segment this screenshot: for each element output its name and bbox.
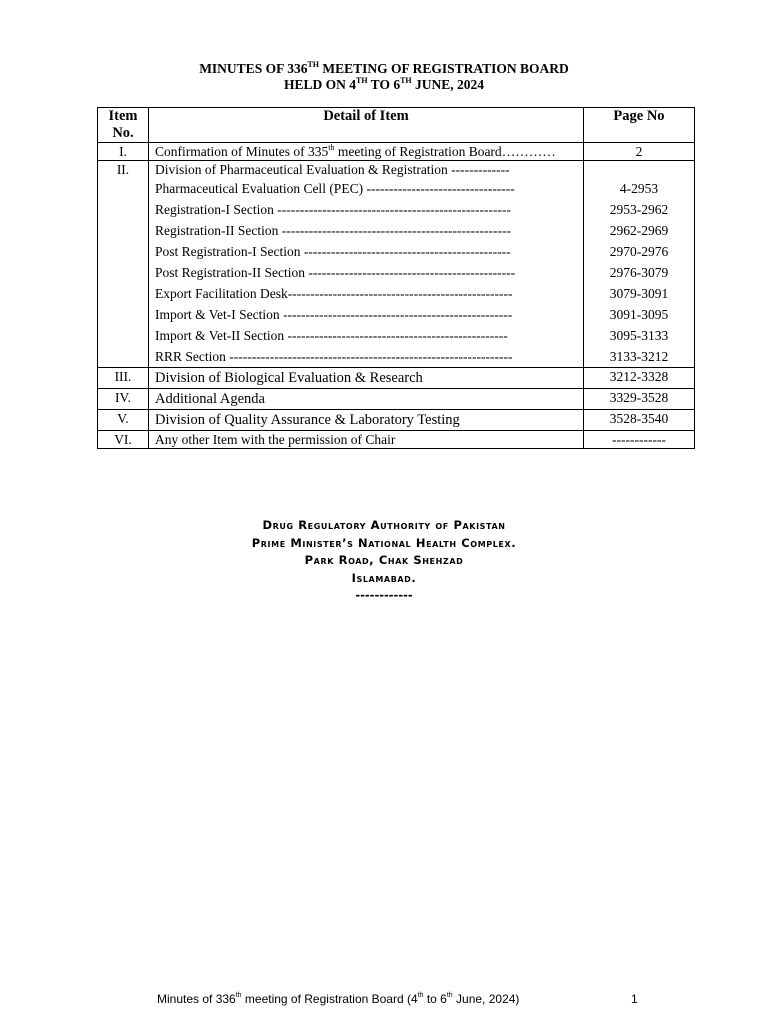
item-page: 3212-3328 bbox=[584, 368, 695, 389]
item-detail-text: meeting of Registration Board bbox=[334, 144, 502, 159]
authority-complex: Prime Minister’s National Health Complex. bbox=[251, 535, 517, 550]
column-header-detail: Detail of Item bbox=[149, 108, 584, 143]
authority-address-block bbox=[0, 517, 768, 605]
item-page: ------------ bbox=[584, 431, 695, 449]
section-page: 2976-3079 bbox=[609, 265, 669, 280]
item-page bbox=[584, 161, 695, 368]
section-label: Registration-I Section ---------------------------------------------------- bbox=[155, 202, 511, 217]
table-row bbox=[98, 368, 695, 389]
title-text: HELD ON 4 bbox=[283, 77, 356, 92]
section-label: Registration-II Section --------------------------------------------------- bbox=[155, 223, 511, 238]
page-number: 1 bbox=[631, 992, 638, 1006]
title-text: MEETING OF REGISTRATION BOARD bbox=[319, 61, 569, 76]
item-detail-dots: ………… bbox=[501, 144, 556, 159]
section-page: 3133-3212 bbox=[609, 349, 669, 364]
section-label: Pharmaceutical Evaluation Cell (PEC) --------------------------------- bbox=[155, 181, 515, 196]
section-page: 4-2953 bbox=[619, 181, 659, 196]
authority-name: Drug Regulatory Authority of Pakistan bbox=[262, 518, 506, 532]
table-row bbox=[98, 431, 695, 449]
footer-text-part: meeting of Registration Board (4 bbox=[241, 992, 418, 1006]
table-row bbox=[98, 410, 695, 431]
title-superscript: TH bbox=[307, 59, 320, 69]
section-label: Import & Vet-I Section --------------------------------------------------- bbox=[155, 307, 513, 322]
item-number: IV. bbox=[98, 389, 149, 410]
footer-superscript: th bbox=[235, 992, 242, 999]
section-page: 3091-3095 bbox=[609, 307, 669, 322]
item-detail bbox=[149, 161, 584, 368]
section-page: 2953-2962 bbox=[609, 202, 669, 217]
document-title-line-1 bbox=[0, 61, 768, 77]
item-number: II. bbox=[98, 161, 149, 368]
authority-separator: ------------ bbox=[355, 588, 413, 602]
item-page: 3329-3528 bbox=[584, 389, 695, 410]
item-detail bbox=[149, 143, 584, 161]
document-title-line-2 bbox=[0, 77, 768, 93]
section-page: 3095-3133 bbox=[609, 328, 669, 343]
authority-city: Islamabad. bbox=[351, 570, 417, 585]
title-superscript: TH bbox=[355, 75, 368, 85]
table-header-row bbox=[98, 108, 695, 143]
table-row bbox=[98, 161, 695, 368]
item-page: 2 bbox=[584, 143, 695, 161]
section-label: RRR Section --------------------------------------------------------------- bbox=[155, 349, 513, 364]
footer-superscript: th bbox=[446, 992, 453, 999]
section-label: Export Facilitation Desk-------------------------------------------------- bbox=[155, 286, 513, 301]
section-label: Post Registration-I Section ---------------------------------------------- bbox=[155, 244, 511, 259]
section-label: Post Registration-II Section ---------------------------------------------- bbox=[155, 265, 516, 280]
footer-text-part: to 6 bbox=[423, 992, 447, 1006]
column-header-page-no: Page No bbox=[584, 108, 695, 143]
footer-superscript: th bbox=[417, 992, 424, 999]
item-number: III. bbox=[98, 368, 149, 389]
title-text: TO 6 bbox=[367, 77, 401, 92]
page-footer bbox=[0, 992, 768, 1008]
authority-road: Park Road, Chak Shehzad bbox=[304, 553, 464, 567]
section-page: 3079-3091 bbox=[609, 286, 669, 301]
table-row bbox=[98, 389, 695, 410]
item-number: V. bbox=[98, 410, 149, 431]
item-detail: Division of Quality Assurance & Laboratory Testing bbox=[149, 410, 584, 431]
section-page: 2962-2969 bbox=[609, 223, 669, 238]
item-detail-superscript: th bbox=[328, 142, 335, 152]
section-label: Import & Vet-II Section ------------------------------------------------- bbox=[155, 328, 508, 343]
item-page: 3528-3540 bbox=[584, 410, 695, 431]
item-detail: Additional Agenda bbox=[149, 389, 584, 410]
footer-text-part: Minutes of 336 bbox=[157, 992, 236, 1006]
section-page: 2970-2976 bbox=[609, 244, 669, 259]
title-superscript: TH bbox=[400, 75, 412, 85]
title-text: MINUTES OF 336 bbox=[199, 61, 308, 76]
agenda-table bbox=[97, 107, 695, 449]
item-number: I. bbox=[98, 143, 149, 161]
item-detail: Any other Item with the permission of Chair bbox=[149, 431, 584, 449]
item-detail-text: Confirmation of Minutes of 335 bbox=[155, 144, 329, 159]
footer-text bbox=[157, 992, 519, 1006]
item-detail: Division of Biological Evaluation & Research bbox=[149, 368, 584, 389]
footer-text-part: June, 2024) bbox=[452, 992, 520, 1006]
table-row bbox=[98, 143, 695, 161]
title-text: JUNE, 2024 bbox=[411, 77, 485, 92]
item-number: VI. bbox=[98, 431, 149, 449]
division-heading: Division of Pharmaceutical Evaluation & Registration ------------- bbox=[155, 162, 510, 177]
column-header-item-no: Item No. bbox=[98, 108, 149, 143]
